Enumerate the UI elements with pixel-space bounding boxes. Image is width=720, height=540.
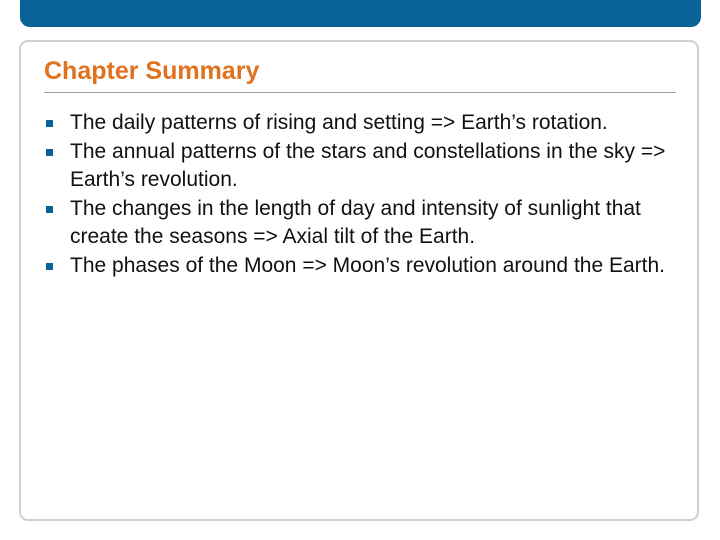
bullet-list (44, 109, 666, 280)
bullet-text: The annual patterns of the stars and constellations in the sky => Earth’s revolution. (70, 139, 666, 191)
bullet-text: The daily patterns of rising and setting => Earth’s rotation. (70, 111, 608, 134)
title-divider (44, 92, 676, 93)
square-bullet-icon (46, 263, 53, 270)
square-bullet-icon (46, 120, 53, 127)
bullet-item-rotation (44, 109, 666, 138)
bullet-item-revolution (44, 138, 666, 195)
bullet-text: The changes in the length of day and intensity of sunlight that create the seasons => Axial tilt of the Earth. (70, 196, 641, 248)
square-bullet-icon (46, 206, 53, 213)
bullet-item-moon-phases (44, 252, 666, 281)
slide-title: Chapter Summary (44, 57, 260, 85)
bullet-text: The phases of the Moon => Moon’s revolution around the Earth. (70, 253, 665, 277)
header-bar (20, 0, 701, 27)
square-bullet-icon (46, 149, 53, 156)
bullet-item-seasons (44, 195, 666, 252)
